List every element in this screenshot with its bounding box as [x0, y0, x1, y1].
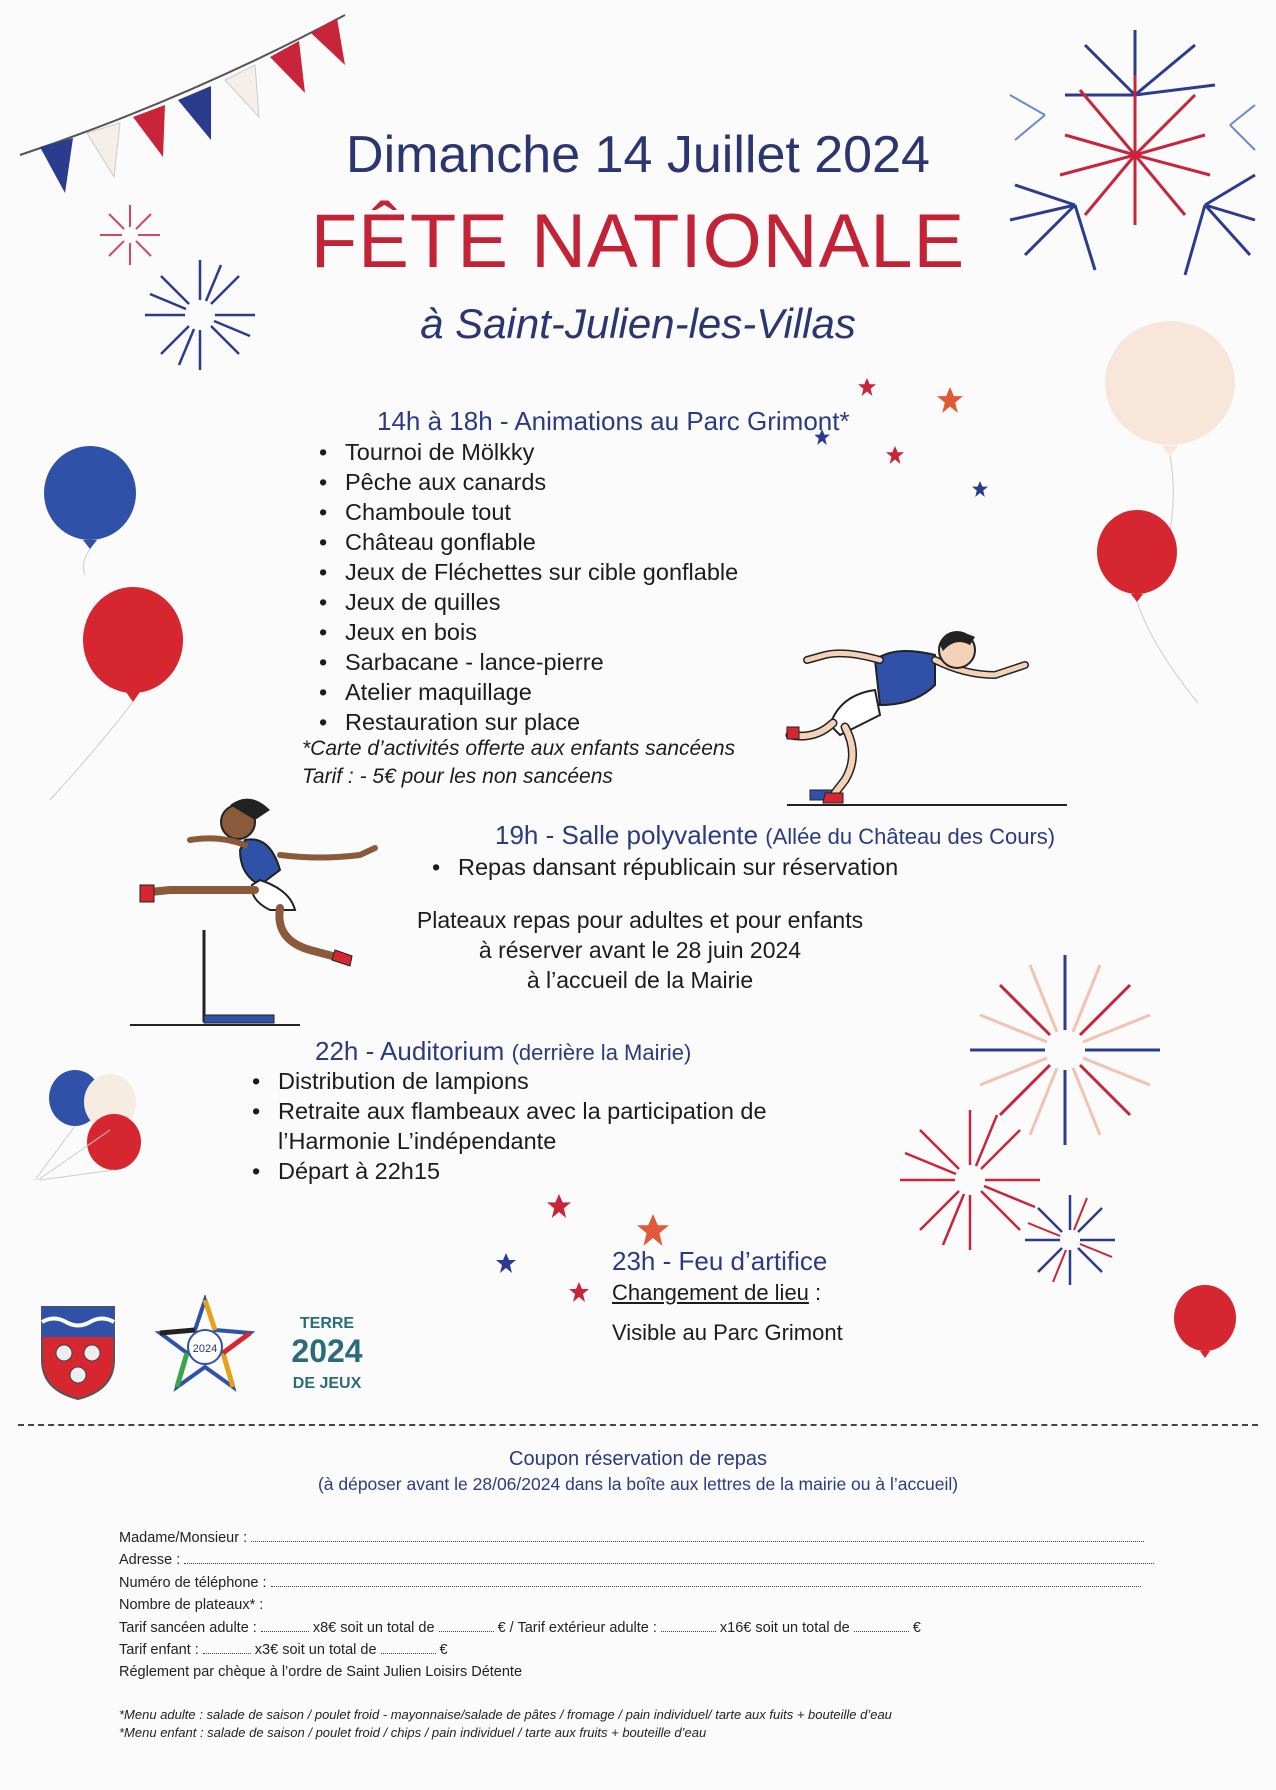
cut-line — [18, 1424, 1258, 1426]
payment-row — [119, 1664, 522, 1680]
list-item: • Pêche aux canards — [317, 467, 738, 497]
name-row — [119, 1529, 1144, 1546]
list-item — [250, 1096, 767, 1156]
afternoon-activities-list — [317, 437, 738, 737]
section-evening-subtitle: (Allée du Château des Cours) — [765, 824, 1056, 849]
adult-local-price: x8€ soit un total de — [312, 1620, 435, 1636]
list-item: • Chamboule tout — [317, 497, 738, 527]
list-item-text: Retraite aux flambeaux avec la participation de — [278, 1098, 767, 1124]
adult-ext-total-field[interactable] — [854, 1619, 909, 1632]
terre-logo-bottom: DE JEUX — [292, 1375, 362, 1392]
stars-top — [815, 375, 995, 505]
event-place: à Saint-Julien-les-Villas — [420, 300, 856, 347]
address-label: Adresse : — [119, 1552, 181, 1568]
terre-de-jeux-logo — [275, 1310, 380, 1396]
fireworks-location: Visible au Parc Grimont — [612, 1320, 843, 1345]
balloon-blue-left — [40, 445, 140, 575]
address-row — [119, 1551, 1154, 1568]
menu-adult-note: *Menu adulte : salade de saison / poulet froid - mayonnaise/salade de pâtes / fromage / pain individuel/ tarte aux fuits + bouteille d’eau — [119, 1707, 892, 1722]
trays-row — [119, 1597, 263, 1613]
address-field[interactable] — [184, 1551, 1154, 1564]
euro-sign: € — [439, 1642, 448, 1658]
meal-info-line: à réserver avant le 28 juin 2024 — [478, 937, 802, 963]
olympic-label-logo — [155, 1295, 255, 1395]
list-item: • Jeux en bois — [317, 617, 738, 647]
list-item: • Jeux de quilles — [317, 587, 738, 617]
venue-change-colon: : — [808, 1280, 822, 1305]
event-date: Dimanche 14 Juillet 2024 — [346, 126, 930, 184]
name-label: Madame/Monsieur : — [119, 1530, 248, 1546]
auditorium-list — [250, 1066, 767, 1186]
adult-ext-label: € / Tarif extérieur adulte : — [497, 1620, 657, 1636]
euro-sign: € — [912, 1620, 921, 1636]
event-title: FÊTE NATIONALE — [310, 199, 966, 284]
venue-change-label: Changement de lieu — [612, 1280, 809, 1305]
menu-child-note: *Menu enfant : salade de saison / poulet froid / chips / pain individuel / tarte aux fruits + bouteille d’eau — [119, 1725, 707, 1740]
section-evening-title — [495, 820, 1055, 851]
terre-logo-year: 2024 — [291, 1333, 363, 1369]
price-note: Tarif : - 5€ pour les non sancéens — [302, 765, 613, 788]
phone-row — [119, 1574, 1141, 1591]
list-item: • Repas dansant républicain sur réservation — [430, 852, 898, 882]
balloon-trio-left — [30, 1060, 150, 1190]
meal-info-line: Plateaux repas pour adultes et pour enfants — [416, 907, 864, 933]
coupon-subtitle: (à déposer avant le 28/06/2024 dans la boîte aux lettres de la mairie ou à l’accueil) — [317, 1474, 959, 1494]
adult-ext-qty-field[interactable] — [661, 1619, 716, 1632]
section-auditorium-subtitle: (derrière la Mairie) — [511, 1040, 692, 1065]
list-item: • Château gonflable — [317, 527, 738, 557]
list-item: • Restauration sur place — [317, 707, 738, 737]
section-evening-heading: 19h - Salle polyvalente — [495, 820, 759, 850]
olympic-logo-year: 2024 — [192, 1343, 218, 1355]
child-qty-field[interactable] — [203, 1641, 251, 1654]
name-field[interactable] — [251, 1529, 1144, 1542]
list-item: • Sarbacane - lance-pierre — [317, 647, 738, 677]
balloon-red-right — [1093, 508, 1213, 708]
adult-local-qty-field[interactable] — [261, 1619, 309, 1632]
phone-field[interactable] — [271, 1574, 1141, 1587]
list-item-text-cont: l’Harmonie L’indépendante — [278, 1128, 557, 1154]
balloon-red-bottom-right — [1170, 1283, 1240, 1373]
coupon-title: Coupon réservation de repas — [509, 1448, 767, 1470]
child-total-field[interactable] — [381, 1641, 436, 1654]
child-price: x3€ soit un total de — [254, 1642, 377, 1658]
list-item: • Distribution de lampions — [250, 1066, 767, 1096]
child-price-row — [119, 1641, 448, 1658]
sprinter-illustration — [785, 615, 1070, 810]
phone-label: Numéro de téléphone : — [119, 1575, 267, 1591]
section-auditorium-title — [315, 1036, 691, 1067]
adult-price-row — [119, 1619, 921, 1636]
terre-logo-top: TERRE — [299, 1315, 355, 1332]
activity-card-note: *Carte d’activités offerte aux enfants sancéens — [302, 737, 736, 760]
evening-list — [430, 852, 898, 882]
venue-change — [612, 1280, 821, 1306]
payment-text: Réglement par chèque à l’ordre de Saint Julien Loisirs Détente — [119, 1664, 523, 1680]
list-item: • Atelier maquillage — [317, 677, 738, 707]
list-item: • Tournoi de Mölkky — [317, 437, 738, 467]
section-auditorium-heading: 22h - Auditorium — [315, 1036, 505, 1066]
section-afternoon-title: 14h à 18h - Animations au Parc Grimont* — [377, 406, 850, 436]
adult-local-total-field[interactable] — [439, 1619, 494, 1632]
hurdler-illustration — [130, 780, 400, 1030]
trays-label: Nombre de plateaux* : — [119, 1597, 264, 1613]
list-item: • Départ à 22h15 — [250, 1156, 767, 1186]
town-crest-logo — [40, 1305, 116, 1401]
balloon-red-left — [40, 585, 190, 805]
meal-info-line: à l’accueil de la Mairie — [526, 967, 754, 993]
meal-info — [390, 905, 890, 995]
list-item: • Jeux de Fléchettes sur cible gonflable — [317, 557, 738, 587]
firework-right-small — [1020, 1190, 1120, 1290]
child-label: Tarif enfant : — [119, 1642, 199, 1658]
adult-local-label: Tarif sancéen adulte : — [119, 1620, 257, 1636]
section-fireworks-title: 23h - Feu d’artifice — [612, 1246, 828, 1276]
adult-ext-price: x16€ soit un total de — [719, 1620, 850, 1636]
